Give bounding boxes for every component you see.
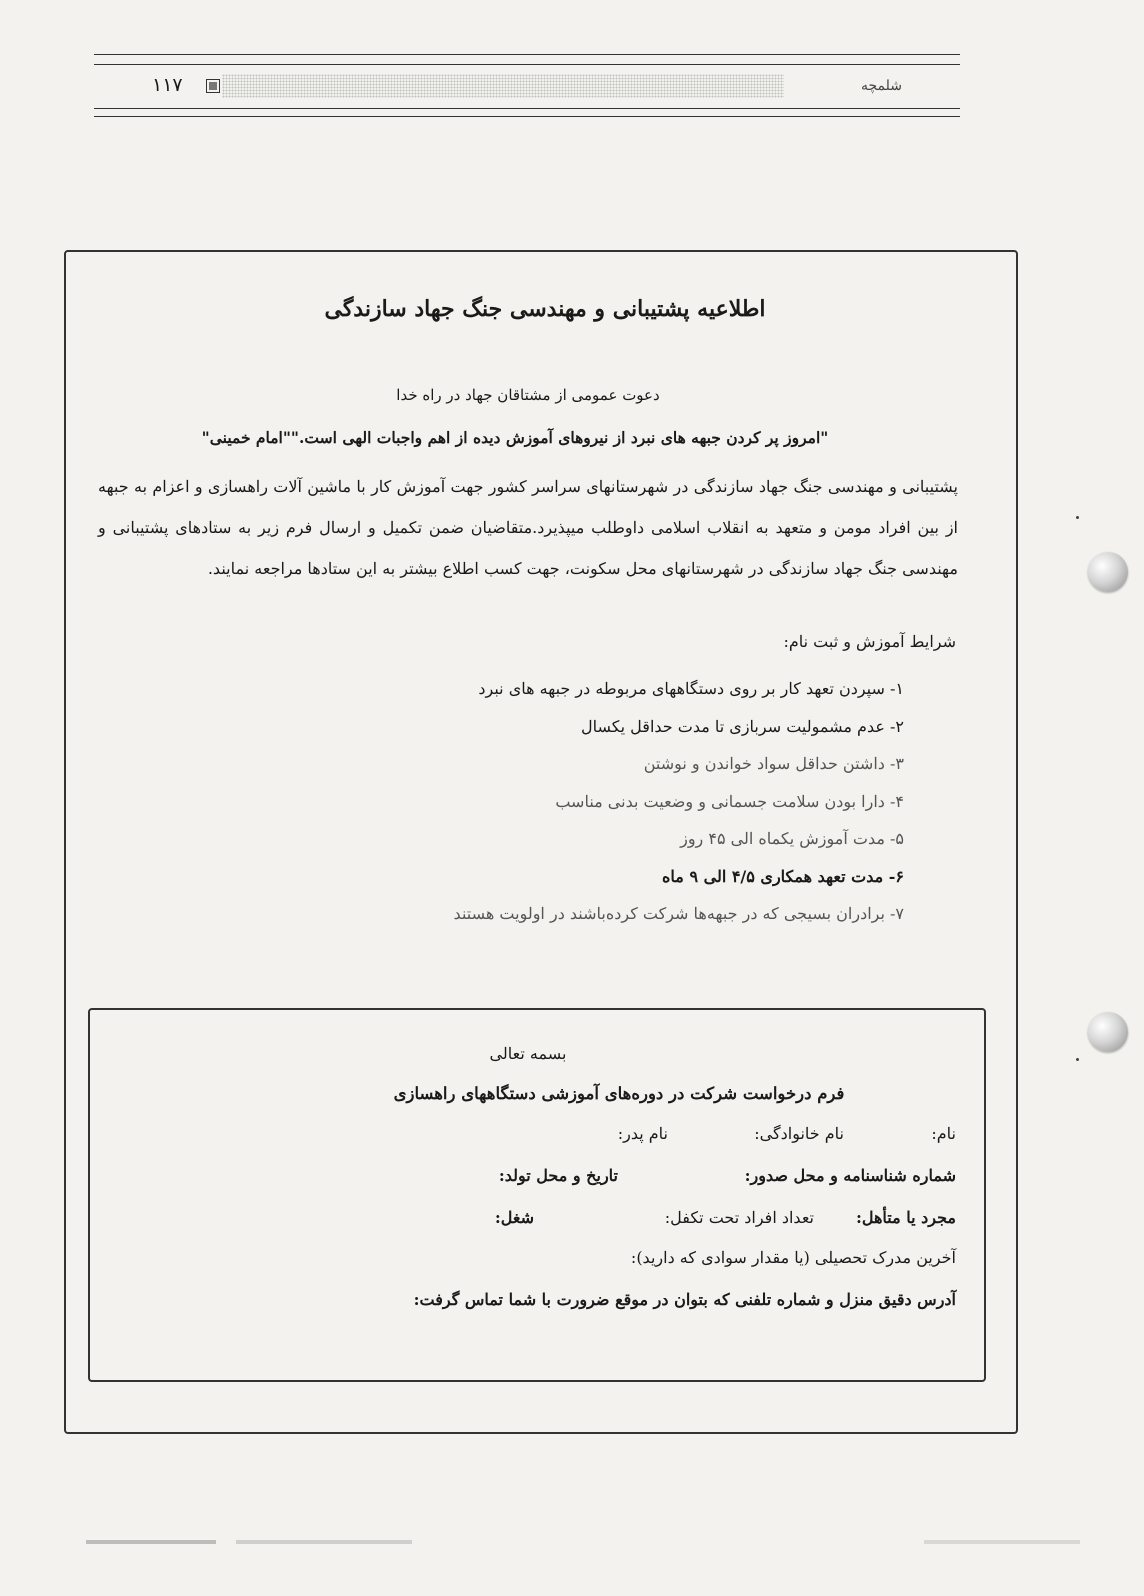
speck bbox=[1076, 516, 1079, 519]
id-number-label: شماره شناسنامه و محل صدور: bbox=[744, 1166, 956, 1185]
form-title: فرم درخواست شرکت در دوره‌های آموزشی دستگاههای راهسازی bbox=[393, 1084, 845, 1103]
invitation-line: دعوت عمومی از مشتاقان جهاد در راه خدا bbox=[396, 386, 660, 404]
condition-item: ۷- برادران بسیجی که در جبهه‌ها شرکت کرده‌باشند در اولویت هستند bbox=[453, 904, 904, 923]
notice-title: اطلاعیه پشتیبانی و مهندسی جنگ جهاد سازندگی bbox=[324, 296, 766, 322]
application-form-box bbox=[88, 1008, 986, 1382]
notice-body: پشتیبانی و مهندسی جنگ جهاد سازندگی در شهرستانهای سراسر کشور جهت آموزش کار با ماشین آلات راهسازی و اعزام به جبهه از بین افراد مومن و متعهد به انقلاب اسلامی داوطلب میپذیرد.متقاضیان ضمن تکمیل و ارسال فرم زیر به ستادهای پشتیبانی و مهندسی جنگ جهاد سازندگی در شهرستانهای محل سکونت، جهت کسب اطلاع بیشتر به این ستادها مراجعه نمایند. bbox=[98, 477, 958, 578]
conditions-heading: شرایط آموزش و ثبت نام: bbox=[783, 632, 956, 651]
page-number: ۱۱۷ bbox=[152, 74, 183, 96]
marital-label: مجرد یا متأهل: bbox=[855, 1208, 956, 1227]
scan-artifact bbox=[86, 1540, 216, 1544]
conditions-list bbox=[454, 674, 904, 937]
scan-artifact bbox=[924, 1540, 1080, 1544]
running-header bbox=[94, 70, 960, 104]
occupation-label: شغل: bbox=[494, 1208, 534, 1227]
speck bbox=[1076, 1058, 1079, 1061]
binder-hole bbox=[1088, 1012, 1128, 1052]
condition-item: ۳- داشتن حداقل سواد خواندن و نوشتن bbox=[643, 754, 904, 773]
education-label: آخرین مدرک تحصیلی (یا مقدار سوادی که دارید): bbox=[630, 1248, 956, 1267]
birth-label: تاریخ و محل تولد: bbox=[498, 1166, 618, 1185]
khomeini-quote: "امروز پر کردن جبهه های نبرد از نیروهای آموزش دیده از اهم واجبات الهی است.""امام خمینی" bbox=[201, 428, 829, 447]
header-shaded-band bbox=[222, 74, 784, 98]
journal-name: شلمچه bbox=[860, 78, 902, 94]
name-label: نام: bbox=[931, 1124, 956, 1143]
header-rule-bottom bbox=[94, 108, 960, 109]
header-rule-top-thin bbox=[94, 64, 960, 65]
condition-item: ۴- دارا بودن سلامت جسمانی و وضعیت بدنی مناسب bbox=[555, 791, 904, 811]
family-name-label: نام خانوادگی: bbox=[754, 1124, 844, 1143]
address-label: آدرس دقیق منزل و شماره تلفنی که بتوان در موقع ضرورت با شما تماس گرفت: bbox=[413, 1290, 956, 1309]
condition-item: ۵- مدت آموزش یکماه الی ۴۵ روز bbox=[680, 829, 904, 848]
condition-item: ۶- مدت تعهد همکاری ۴/۵ الی ۹ ماه bbox=[662, 866, 904, 886]
binder-hole bbox=[1088, 552, 1128, 592]
header-rule-top bbox=[94, 54, 960, 55]
condition-item: ۱- سپردن تعهد کار بر روی دستگاههای مربوطه در جبهه های نبرد bbox=[478, 679, 904, 698]
bismillah: بسمه تعالی bbox=[489, 1044, 567, 1063]
scan-artifact bbox=[236, 1540, 412, 1544]
condition-item: ۲- عدم مشمولیت سربازی تا مدت حداقل یکسال bbox=[581, 716, 904, 736]
square-ornament-icon bbox=[206, 79, 220, 93]
header-rule-bottom-thin bbox=[94, 116, 960, 117]
father-name-label: نام پدر: bbox=[617, 1124, 668, 1143]
dependents-label: تعداد افراد تحت تکفل: bbox=[664, 1208, 814, 1227]
